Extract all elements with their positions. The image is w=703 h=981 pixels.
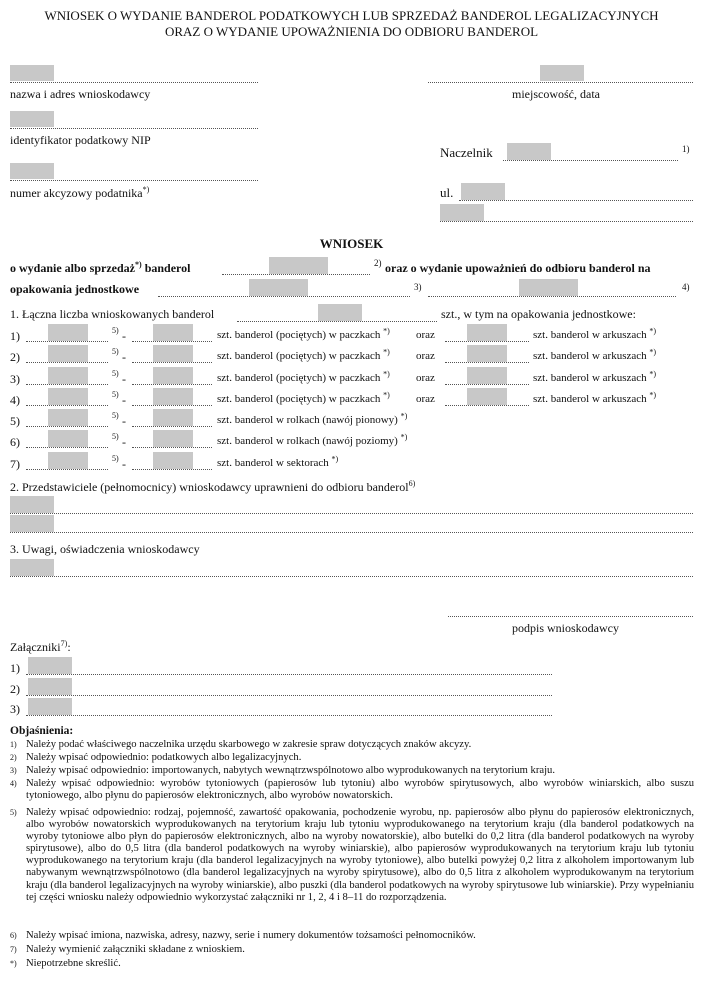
row-note5: 5)	[112, 390, 119, 399]
row-line-b	[132, 362, 212, 363]
representative-field-2[interactable]	[10, 515, 54, 532]
excise-number-line	[10, 180, 258, 181]
naczelnik-label: Naczelnik	[440, 145, 493, 160]
row-field-b[interactable]	[153, 324, 193, 341]
row-description: szt. banderol w rolkach (nawój pionowy) *)	[217, 411, 408, 426]
row-oraz: oraz	[416, 372, 435, 384]
row-number: 4)	[10, 393, 20, 407]
row-dash: -	[122, 414, 126, 428]
attachment-num-3: 3)	[10, 702, 20, 716]
city-line	[440, 221, 693, 222]
city-field[interactable]	[440, 204, 484, 221]
place-date-label: miejscowość, data	[512, 87, 600, 101]
explanation-note	[10, 739, 694, 751]
row-right-description: szt. banderol w arkuszach *)	[533, 369, 657, 384]
explanation-note-text: Należy wpisać imiona, nazwiska, adresy, nazwy, serie i numery dokumentów tożsamości pełnomocników.	[26, 930, 476, 941]
form-title-line1: WNIOSEK O WYDANIE BANDEROL PODATKOWYCH LUB SPRZEDAŻ BANDEROL LEGALIZACYJNYCH	[44, 8, 659, 23]
row-line-b	[132, 426, 212, 427]
explanation-note-number: 7)	[10, 945, 17, 954]
explanation-note	[10, 765, 694, 777]
row-field-b[interactable]	[153, 430, 193, 447]
naczelnik-note: 1)	[682, 144, 690, 154]
row-number: 3)	[10, 372, 20, 386]
applicant-name-line	[10, 82, 258, 83]
explanation-note	[10, 752, 694, 764]
nip-line	[10, 128, 258, 129]
row-dash: -	[122, 372, 126, 386]
attachment-line-1	[26, 674, 552, 675]
row-number: 6)	[10, 435, 20, 449]
explanation-note-text: Należy wpisać odpowiednio: podatkowych albo legalizacyjnych.	[26, 752, 302, 763]
explanation-note	[10, 807, 694, 927]
row-field-a[interactable]	[48, 430, 88, 447]
row-line-a	[26, 384, 108, 385]
street-label: ul.	[440, 185, 454, 200]
remarks-field[interactable]	[10, 559, 54, 576]
explanation-note	[10, 958, 694, 970]
excise-number-label: numer akcyzowy podatnika*)	[10, 185, 150, 200]
row-number: 2)	[10, 350, 20, 364]
total-count-field[interactable]	[318, 304, 362, 321]
explanation-note	[10, 778, 694, 804]
request-line1-c: oraz o wydanie upoważnień do odbioru banderol na	[385, 261, 651, 275]
signature-line[interactable]	[448, 616, 693, 617]
explanation-note-number: 2)	[10, 753, 17, 762]
row-field-b[interactable]	[153, 452, 193, 469]
row-number: 7)	[10, 457, 20, 471]
row-dash: -	[122, 393, 126, 407]
row-right-description: szt. banderol w arkuszach *)	[533, 390, 657, 405]
row-description: szt. banderol w rolkach (nawój poziomy) *)	[217, 432, 408, 447]
explanation-note-number: 4)	[10, 779, 17, 788]
origin-line	[158, 296, 410, 297]
place-date-line	[428, 82, 693, 83]
row-dash: -	[122, 350, 126, 364]
row-dash: -	[122, 435, 126, 449]
row-line-c	[445, 405, 529, 406]
attachment-line-3	[26, 715, 552, 716]
attachment-num-2: 2)	[10, 682, 20, 696]
attachment-line-2	[26, 695, 552, 696]
explanation-note-text: Należy wpisać odpowiednio: rodzaj, pojemność, zawartość opakowania, pochodzenie wyrobu, np. papierosów albo płynu do papierosów elektronicznych, albo wyrobów nowatorskich wyprodukowanych na terytorium kraju lub tytoniu wyprodukowanego na terytorium kraju (dla banderol podatkowych na wyroby tytoniowe albo płyn do papierosów elektronicznych, albo na wyroby nowatorskie), albo butelki do 0,2 litra (dla banderol podatkowych na wyroby spirytusowe), albo do 0,5 litra (dla banderol podatkowych na wyroby winiarskie), albo papierosów wyprodukowanych na terytorium kraju lub tytoniu wyprodukowanego na terytorium kraju (dla banderol legalizacyjnych na wyroby tytoniowe), albo butelki powyżej 0,2 litra z alkoholem importowanym lub nabywanym wewnątrzwspólnotowo (dla banderol legalizacyjnych na wyroby spirytusowe), albo do 0,5 litra z alkoholem wyprodukowanym na terytorium kraju (dla banderol legalizacyjnych na wyroby winiarskie), albo puszki (dla banderol podatkowych na wyroby spirytusowe lub winiarskie). Przy wypełnianiu tej części wniosku należy odpowiednio wykorzystać załączniki nr 1, 2, 4 i 8–11 do rozporządzenia.	[26, 807, 694, 903]
row-field-a[interactable]	[48, 452, 88, 469]
explanation-note-text: Należy wymienić załączniki składane z wnioskiem.	[26, 944, 245, 955]
row-field-c[interactable]	[467, 324, 507, 341]
request-line1-a: o wydanie albo sprzedaż*) banderol	[10, 260, 191, 275]
row-field-b[interactable]	[153, 388, 193, 405]
row-number: 1)	[10, 329, 20, 343]
explanation-note-text: Niepotrzebne skreślić.	[26, 958, 121, 969]
row-field-a[interactable]	[48, 388, 88, 405]
row-note5: 5)	[112, 347, 119, 356]
row-line-a	[26, 405, 108, 406]
row-field-b[interactable]	[153, 367, 193, 384]
attachments-label: Załączniki$^{7)}$:	[10, 639, 71, 654]
request-heading: WNIOSEK	[319, 236, 384, 251]
explanation-note-number: 1)	[10, 740, 17, 749]
row-line-a	[26, 341, 108, 342]
street-line	[459, 200, 693, 201]
row-field-b[interactable]	[153, 345, 193, 362]
row-note5: 5)	[112, 432, 119, 441]
row-oraz: oraz	[416, 393, 435, 405]
explanation-note-number: *)	[10, 959, 17, 968]
attachment-field-1[interactable]	[28, 657, 72, 674]
row-line-b	[132, 341, 212, 342]
row-dash: -	[122, 457, 126, 471]
section1-suffix: szt., w tym na opakowania jednostkowe:	[441, 307, 636, 321]
row-note5: 5)	[112, 369, 119, 378]
street-field[interactable]	[461, 183, 505, 200]
naczelnik-line	[503, 160, 678, 161]
row-note5: 5)	[112, 454, 119, 463]
section1-label: 1. Łączna liczba wnioskowanych banderol	[10, 307, 215, 321]
note4-mark: 4)	[682, 282, 690, 292]
row-right-description: szt. banderol w arkuszach *)	[533, 326, 657, 341]
attachment-num-1: 1)	[10, 661, 20, 675]
row-description: szt. banderol (pociętych) w paczkach *)	[217, 347, 390, 362]
row-field-a[interactable]	[48, 345, 88, 362]
applicant-name-label: nazwa i adres wnioskodawcy	[10, 87, 151, 101]
representative-field-1[interactable]	[10, 496, 54, 513]
row-field-a[interactable]	[48, 324, 88, 341]
row-line-b	[132, 384, 212, 385]
row-description: szt. banderol (pociętych) w paczkach *)	[217, 369, 390, 384]
row-field-c[interactable]	[467, 345, 507, 362]
row-number: 5)	[10, 414, 20, 428]
origin-field[interactable]	[249, 279, 308, 296]
row-right-description: szt. banderol w arkuszach *)	[533, 347, 657, 362]
request-line2-a: opakowania jednostkowe	[10, 282, 140, 296]
row-line-b	[132, 405, 212, 406]
row-oraz: oraz	[416, 350, 435, 362]
row-description: szt. banderol w sektorach *)	[217, 454, 339, 469]
excise-number-field[interactable]	[10, 163, 54, 179]
row-dash: -	[122, 329, 126, 343]
explanation-note-number: 6)	[10, 931, 17, 940]
row-line-a	[26, 469, 108, 470]
row-note5: 5)	[112, 411, 119, 420]
explanation-note-text: Należy podać właściwego naczelnika urzędu skarbowego w zakresie spraw dotyczących znaków akcyzy.	[26, 739, 472, 750]
row-field-a[interactable]	[48, 409, 88, 426]
explanation-note-number: 3)	[10, 766, 17, 775]
row-field-a[interactable]	[48, 367, 88, 384]
total-count-line	[237, 321, 437, 322]
row-line-c	[445, 341, 529, 342]
row-oraz: oraz	[416, 329, 435, 341]
row-field-c[interactable]	[467, 367, 507, 384]
explanation-note	[10, 930, 694, 942]
attachment-field-2[interactable]	[28, 678, 72, 695]
naczelnik-field[interactable]	[507, 143, 551, 160]
row-line-a	[26, 447, 108, 448]
row-note5: 5)	[112, 326, 119, 335]
row-line-a	[26, 362, 108, 363]
note2-mark: 2)	[374, 258, 382, 268]
explanation-note-text: Należy wpisać odpowiednio: wyrobów tytoniowych (papierosów lub tytoniu) albo wyrobów spirytusowych, albo wyrobów winiarskich, albo suszu tytoniowego, albo płynu do papierosów elektronicznych, albo wyrobów nowatorskich.	[26, 778, 694, 802]
explanations-heading: Objaśnienia:	[10, 725, 74, 737]
row-line-b	[132, 447, 212, 448]
row-line-c	[445, 384, 529, 385]
nip-label: identyfikator podatkowy NIP	[10, 133, 151, 147]
signature-label: podpis wnioskodawcy	[512, 621, 619, 635]
applicant-name-field[interactable]	[10, 65, 54, 81]
row-description: szt. banderol (pociętych) w paczkach *)	[217, 390, 390, 405]
product-type-field[interactable]	[519, 279, 578, 296]
explanation-note	[10, 944, 694, 956]
representative-line-2	[10, 532, 693, 533]
attachment-field-3[interactable]	[28, 698, 72, 715]
row-line-c	[445, 362, 529, 363]
row-line-a	[26, 426, 108, 427]
row-field-b[interactable]	[153, 409, 193, 426]
row-description: szt. banderol (pociętych) w paczkach *)	[217, 326, 390, 341]
row-field-c[interactable]	[467, 388, 507, 405]
banderol-type-line	[222, 274, 370, 275]
form-title-line2: ORAZ O WYDANIE UPOWAŻNIENIA DO ODBIORU BANDEROL	[164, 24, 539, 39]
place-date-field[interactable]	[540, 65, 584, 81]
section3-label: 3. Uwagi, oświadczenia wnioskodawcy	[10, 542, 200, 556]
note3-mark: 3)	[414, 282, 422, 292]
row-line-b	[132, 469, 212, 470]
remarks-line	[10, 576, 693, 577]
explanation-note-text: Należy wpisać odpowiednio: importowanych, nabytych wewnątrzwspólnotowo albo wyprodukowanych na terytorium kraju.	[26, 765, 555, 776]
explanation-note-number: 5)	[10, 808, 17, 817]
product-type-line	[428, 296, 676, 297]
nip-field[interactable]	[10, 111, 54, 127]
banderol-type-field[interactable]	[269, 257, 328, 274]
section2-label: 2. Przedstawiciele (pełnomocnicy) wnioskodawcy uprawnieni do odbioru banderol$^{6)}$	[10, 479, 416, 494]
representative-line-1	[10, 513, 693, 514]
